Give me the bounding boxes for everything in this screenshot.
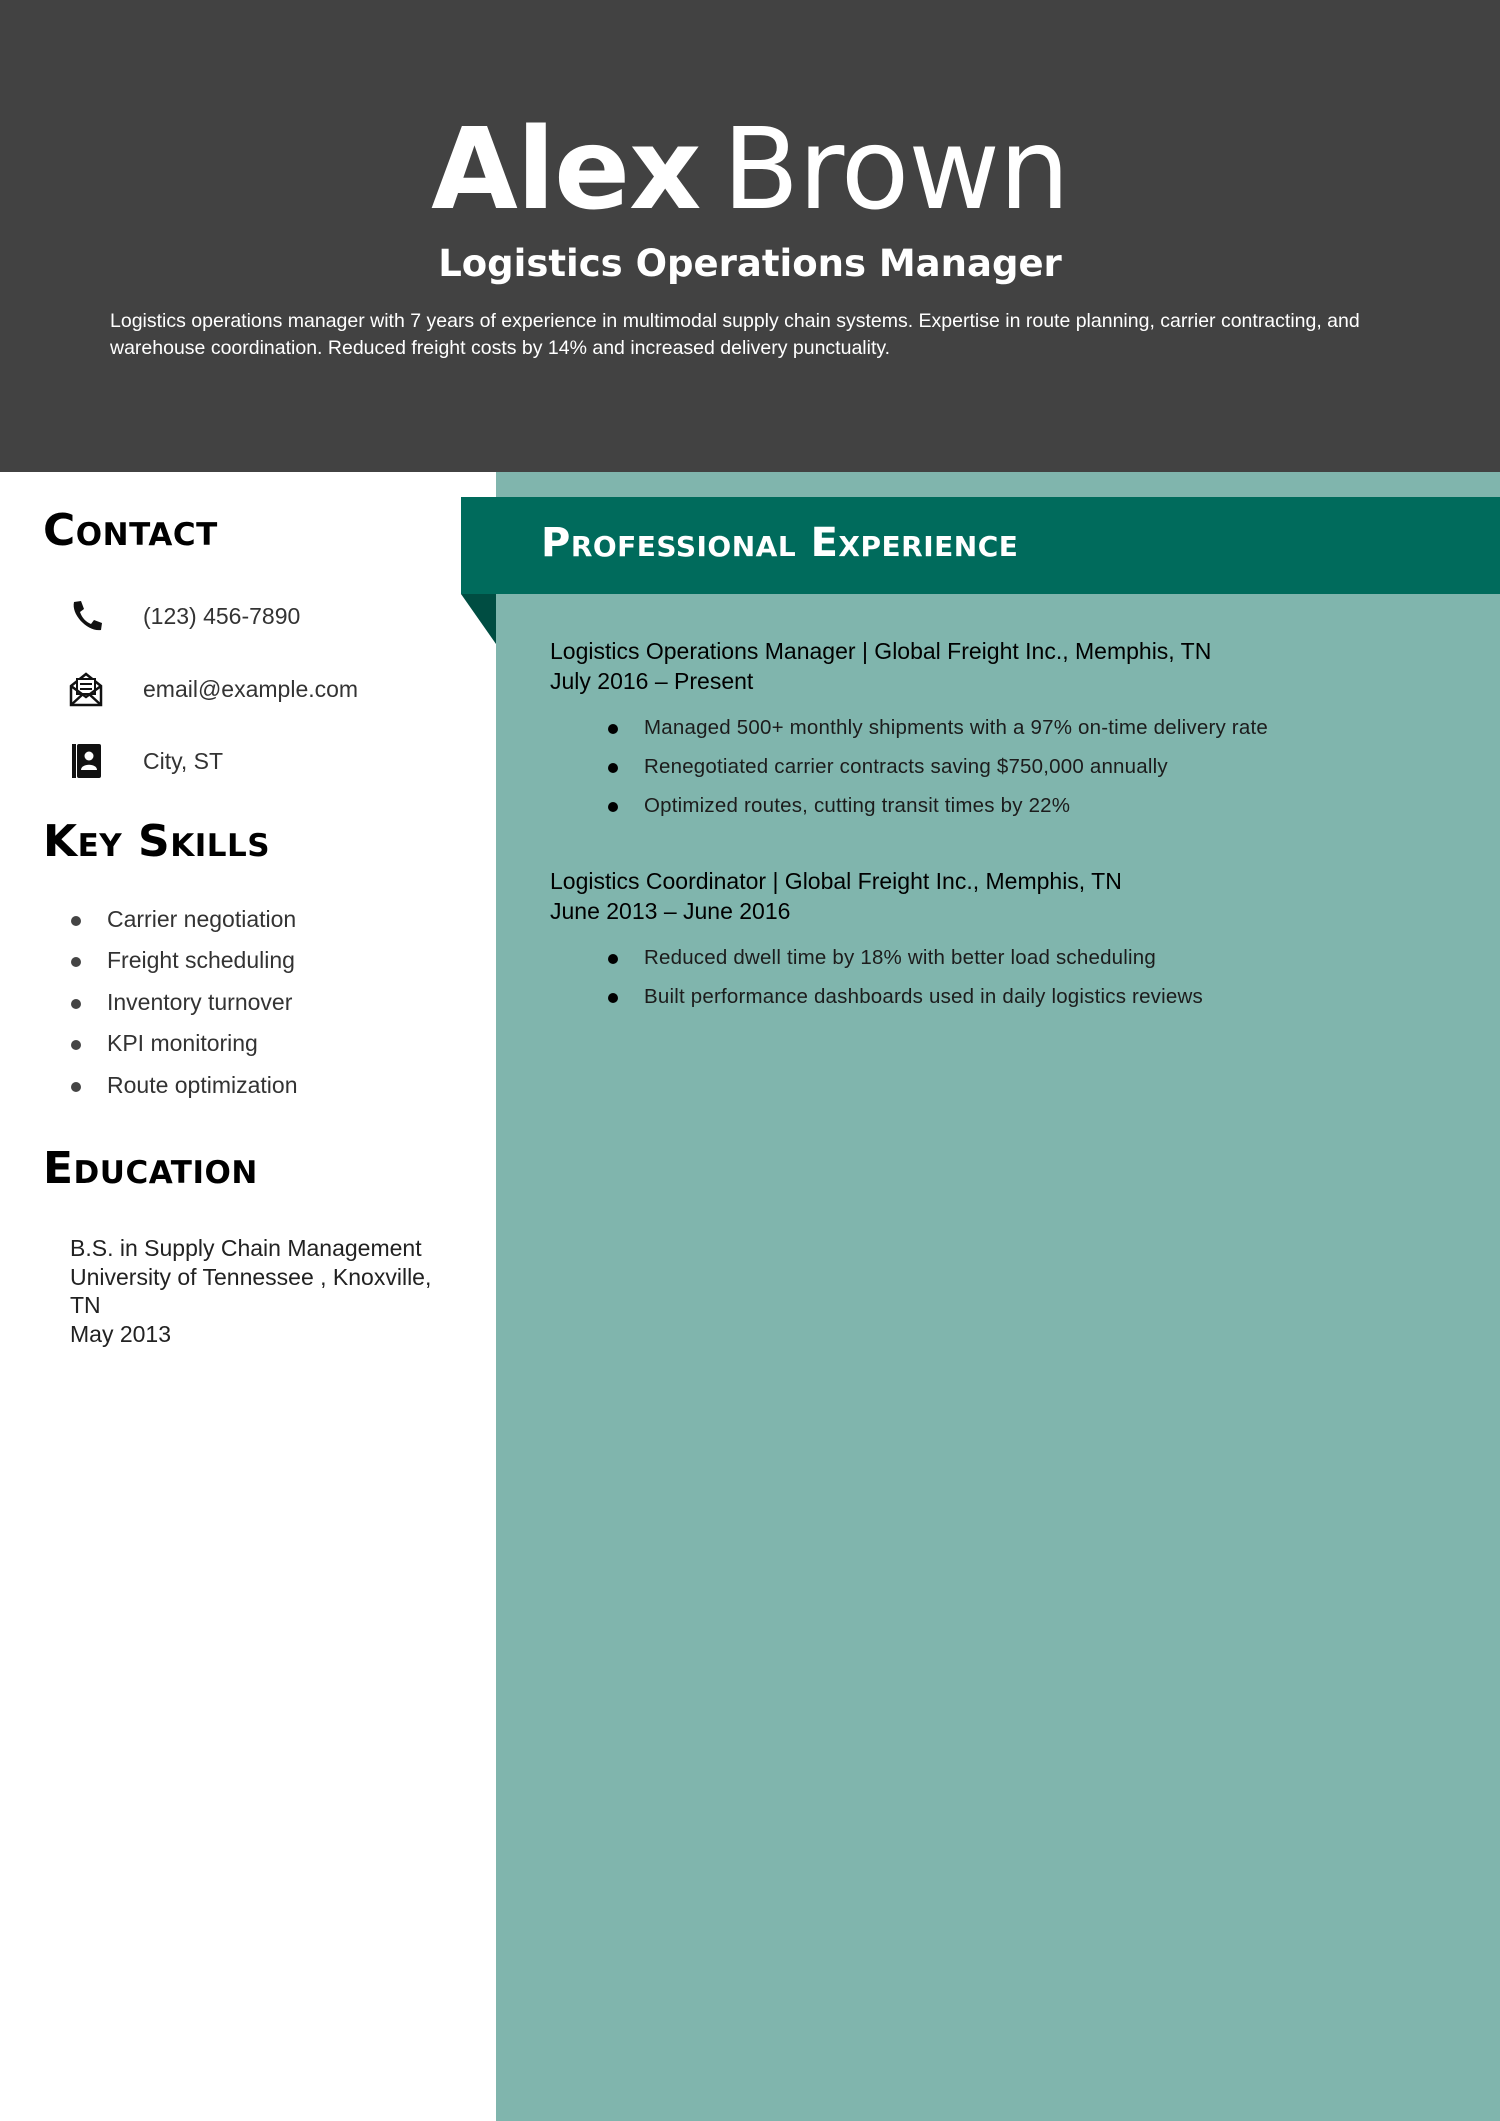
skill-item: KPI monitoring [70,1030,298,1071]
job-title: Logistics Operations Manager [438,242,1062,285]
bullet-icon [71,999,81,1009]
job-bullets [550,946,1203,1024]
bullet-icon [608,954,618,964]
skill-item: Carrier negotiation [70,906,298,947]
job-bullet: Built performance dashboards used in daily logistics reviews [550,985,1203,1024]
summary: Logistics operations manager with 7 years of experience in multimodal supply chain systems. Expertise in route planning, carrier contracting, and warehouse coordination. Reduced freight costs by 14% and increased delivery punctuality. [110,310,1360,359]
bullet-icon [71,957,81,967]
phone-text: (123) 456-7890 [143,602,301,629]
skill-item: Route optimization [70,1072,298,1113]
bullet-icon [608,724,618,734]
graduation-date: May 2013 [70,1320,172,1347]
last-name: Brown [722,105,1069,235]
bullet-icon [608,802,618,812]
job-dates: June 2013 – June 2016 [550,898,791,924]
skill-item: Inventory turnover [70,989,298,1030]
contact-phone [66,596,300,636]
job-bullet: Managed 500+ monthly shipments with a 97% on-time delivery rate [550,716,1268,755]
contact-heading: Contact [43,505,218,556]
job-role: Logistics Coordinator | Global Freight Inc., Memphis, TN [550,868,1122,894]
bullet-icon [71,1040,81,1050]
bullet-icon [608,763,618,773]
first-name: Alex [431,105,701,235]
job-bullet: Reduced dwell time by 18% with better load scheduling [550,946,1203,985]
skill-item: Freight scheduling [70,947,298,988]
job-entry [550,636,1450,817]
bullet-icon [608,993,618,1003]
degree: B.S. in Supply Chain Management [70,1235,422,1261]
job-entry [550,866,1450,1008]
job-bullet: Renegotiated carrier contracts saving $750,000 annually [550,755,1268,794]
location-text: City, ST [143,747,224,774]
job-role: Logistics Operations Manager | Global Freight Inc., Memphis, TN [550,638,1212,664]
contact-location [66,741,223,781]
education-heading: Education [43,1143,258,1194]
address-card-icon [66,741,106,781]
banner-fold [461,594,497,646]
candidate-name [0,100,1500,240]
school-state: TN [70,1292,101,1318]
school: University of Tennessee , Knoxville, [70,1263,432,1290]
bullet-icon [71,1082,81,1092]
experience-heading: Professional Experience [541,520,1019,566]
skills-list [70,906,298,1113]
job-dates: July 2016 – Present [550,668,754,694]
contact-email [66,669,358,709]
email-icon [66,669,106,709]
email-text: email@example.com [143,675,359,702]
job-bullet: Optimized routes, cutting transit times by 22% [550,794,1268,833]
skills-heading: Key Skills [43,816,271,867]
education-entry [70,1234,470,1348]
bullet-icon [71,916,81,926]
header [0,0,1500,472]
job-bullets [550,716,1268,833]
phone-icon [66,596,106,636]
